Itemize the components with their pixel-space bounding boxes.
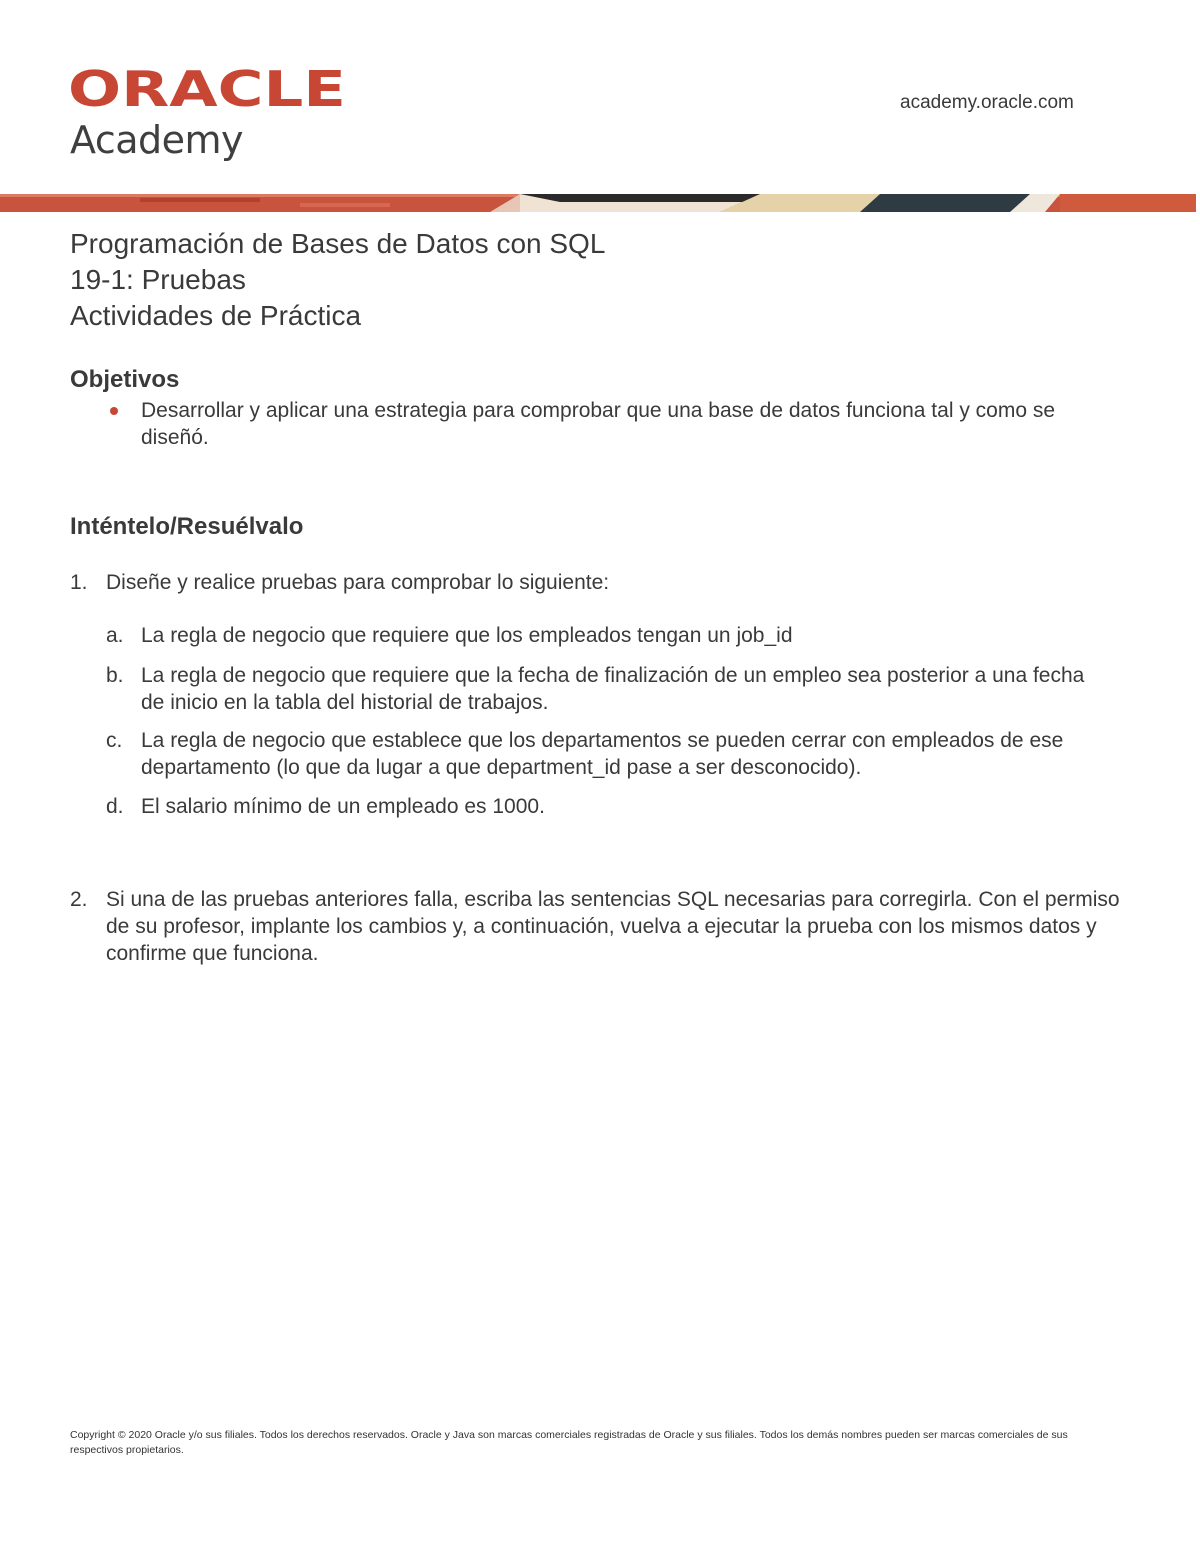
subitem-text: La regla de negocio que requiere que los empleados tengan un job_id — [141, 624, 793, 647]
logo-subtitle: Academy — [70, 118, 244, 162]
question-number: 1. — [70, 571, 88, 594]
course-title: Programación de Bases de Datos con SQL — [70, 228, 606, 259]
subitem-text: La regla de negocio que establece que los departamentos se pueden cerrar con empleados de ese departamento (lo que da lugar a que department_id pase a ser desconocido). — [141, 729, 1064, 779]
oracle-academy-logo — [68, 66, 348, 162]
subitem-marker: c. — [106, 729, 123, 752]
copyright-footer: Copyright © 2020 Oracle y/o sus filiales. Todos los derechos reservados. Oracle y Java son marcas comerciales registradas de Oracle y sus filiales. Todos los demás nombres pueden ser marcas comerciales de sus respectivos propietarios. — [70, 1429, 1068, 1456]
objectives-heading: Objetivos — [70, 366, 180, 393]
site-url: academy.oracle.com — [900, 92, 1074, 113]
question-text: Diseñe y realice pruebas para comprobar lo siguiente: — [106, 571, 610, 594]
decorative-banner — [0, 194, 1200, 212]
subitem-marker: b. — [106, 664, 124, 687]
activity-title: Actividades de Práctica — [70, 300, 362, 331]
subitem-text: El salario mínimo de un empleado es 1000. — [141, 795, 545, 818]
objective-item: Desarrollar y aplicar una estrategia para comprobar que una base de datos funciona tal y como se diseñó. — [141, 399, 1056, 449]
question-number: 2. — [70, 888, 88, 911]
page-header — [0, 0, 1200, 195]
subitem-marker: d. — [106, 795, 124, 818]
oracle-logo-text: ORACLE — [68, 66, 346, 110]
bullet-icon — [110, 407, 118, 415]
document-titles — [70, 226, 605, 334]
oracle-logo-icon — [68, 66, 348, 110]
try-it-heading: Inténtelo/Resuélvalo — [70, 513, 304, 540]
lesson-title: 19-1: Pruebas — [70, 264, 246, 295]
question-text: Si una de las pruebas anteriores falla, escriba las sentencias SQL necesarias para corregirla. Con el permiso de su profesor, implante los cambios y, a continuación, vuelva a ejecutar la prueba con los mismos datos y confirme que funciona. — [106, 888, 1120, 965]
subitem-marker: a. — [106, 624, 124, 647]
subitem-text: La regla de negocio que requiere que la fecha de finalización de un empleo sea posterior a una fecha de inicio en la tabla del historial de trabajos. — [141, 664, 1085, 714]
